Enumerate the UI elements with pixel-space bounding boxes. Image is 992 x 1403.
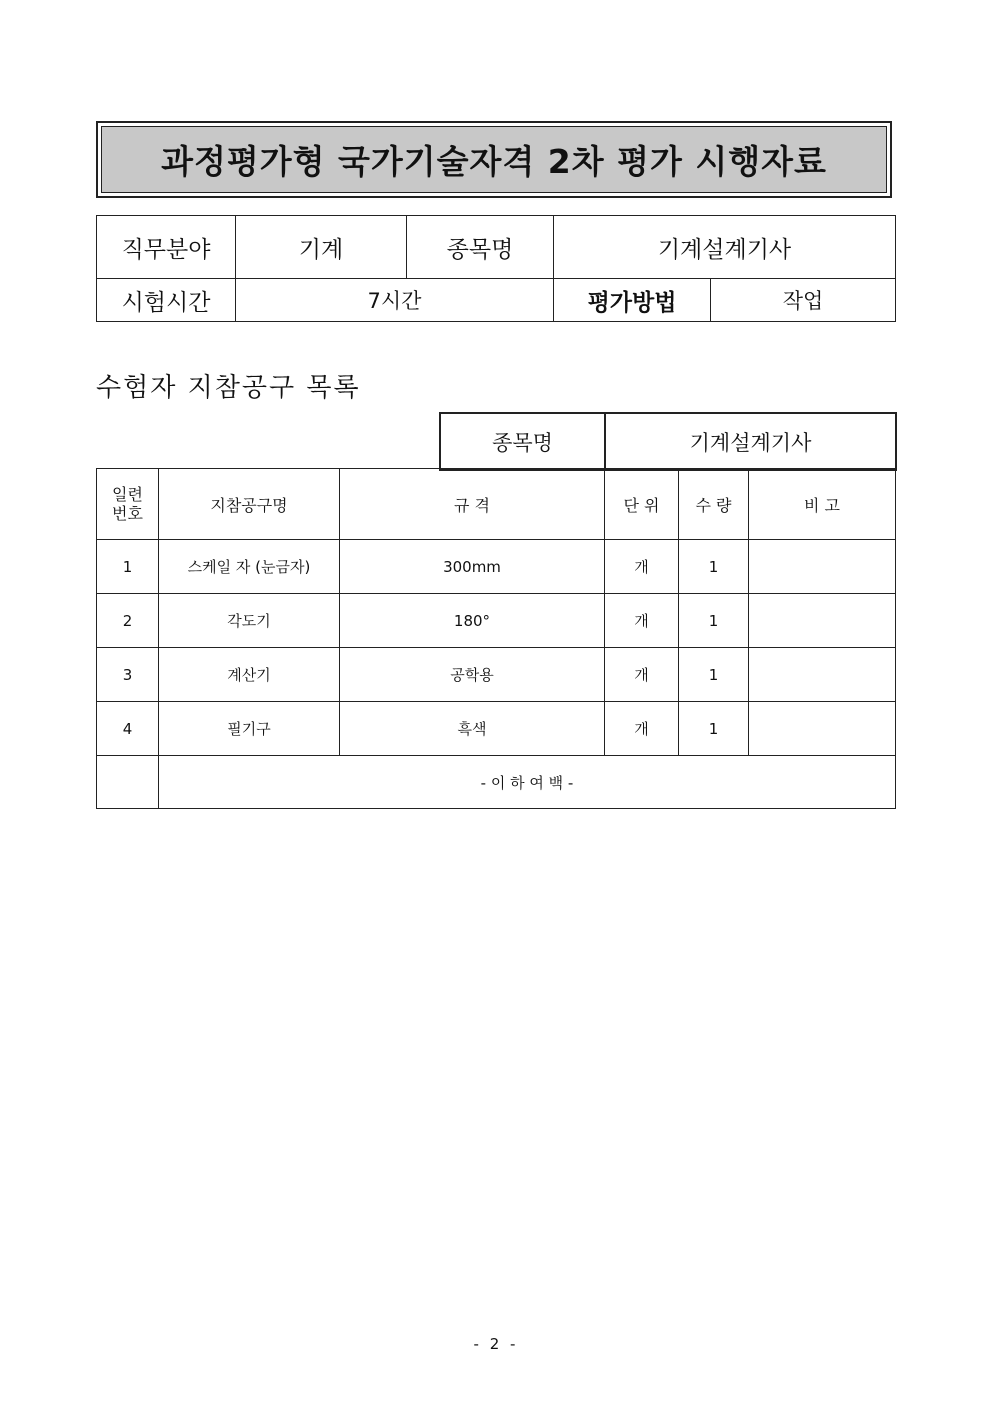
header-spec: 규 격 [340, 469, 605, 540]
header-unit: 단 위 [605, 469, 679, 540]
document-title: 과정평가형 국가기술자격 2차 평가 시행자료 [101, 126, 887, 193]
info-row-1 [97, 216, 896, 279]
header-seq-line2: 번호 [112, 504, 143, 523]
table-row [97, 540, 896, 594]
tools-header-row [97, 469, 896, 540]
table-row [97, 648, 896, 702]
row-name: 필기구 [159, 702, 340, 756]
field-label: 직무분야 [97, 216, 236, 279]
row-qty: 1 [679, 702, 749, 756]
row-name: 계산기 [159, 648, 340, 702]
time-value: 7시간 [236, 279, 554, 322]
time-label: 시험시간 [97, 279, 236, 322]
row-name: 스케일 자 (눈금자) [159, 540, 340, 594]
tools-table [96, 468, 896, 809]
section-title: 수험자 지참공구 목록 [96, 373, 361, 403]
end-note: - 이 하 여 백 - [159, 756, 896, 809]
method-label: 평가방법 [554, 279, 711, 322]
row-unit: 개 [605, 540, 679, 594]
row-note [749, 594, 896, 648]
row-note [749, 648, 896, 702]
method-value: 작업 [711, 279, 896, 322]
header-seq [97, 469, 159, 540]
tools-item-value: 기계설계기사 [605, 413, 896, 470]
item-label: 종목명 [407, 216, 554, 279]
row-qty: 1 [679, 594, 749, 648]
row-note [749, 702, 896, 756]
row-note [749, 540, 896, 594]
row-unit: 개 [605, 702, 679, 756]
row-spec: 300mm [340, 540, 605, 594]
document-title-box [96, 121, 892, 198]
page-number: - 2 - [473, 1335, 519, 1353]
row-spec: 공학용 [340, 648, 605, 702]
header-qty: 수 량 [679, 469, 749, 540]
header-name: 지참공구명 [159, 469, 340, 540]
table-row [97, 702, 896, 756]
table-row [97, 594, 896, 648]
row-unit: 개 [605, 594, 679, 648]
row-qty: 1 [679, 648, 749, 702]
row-unit: 개 [605, 648, 679, 702]
row-seq: 4 [97, 702, 159, 756]
tools-item-header [439, 412, 897, 471]
row-seq: 1 [97, 540, 159, 594]
end-row [97, 756, 896, 809]
end-row-seq [97, 756, 159, 809]
item-value: 기계설계기사 [554, 216, 896, 279]
tools-item-label: 종목명 [440, 413, 605, 470]
row-seq: 3 [97, 648, 159, 702]
info-row-2 [97, 279, 896, 322]
header-seq-line1: 일련 [112, 485, 143, 504]
row-seq: 2 [97, 594, 159, 648]
row-spec: 180° [340, 594, 605, 648]
row-qty: 1 [679, 540, 749, 594]
exam-info-table [96, 215, 896, 322]
row-name: 각도기 [159, 594, 340, 648]
field-value: 기계 [236, 216, 407, 279]
row-spec: 흑색 [340, 702, 605, 756]
header-note: 비 고 [749, 469, 896, 540]
